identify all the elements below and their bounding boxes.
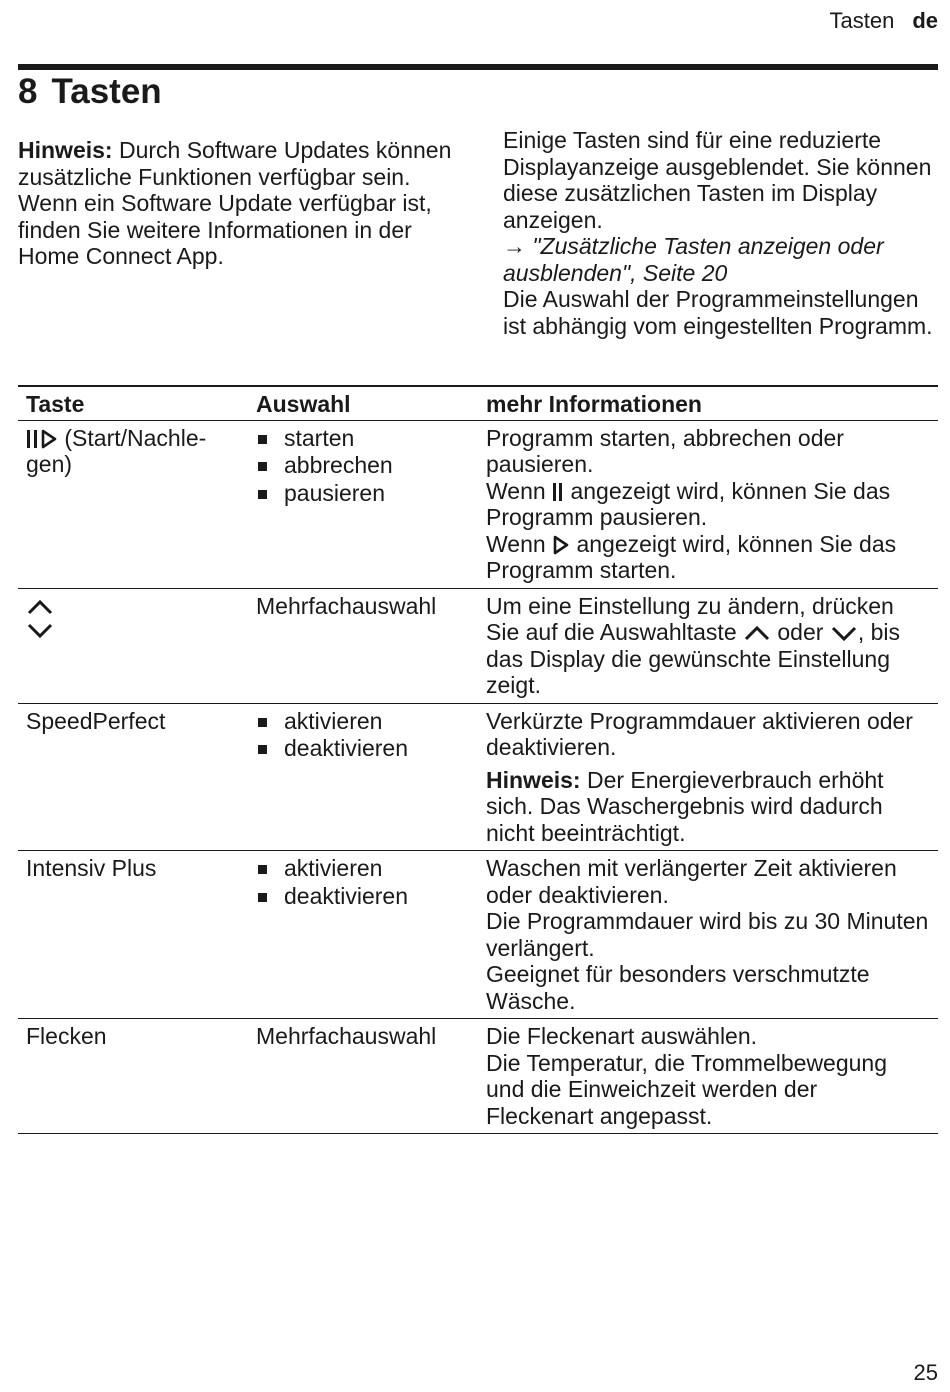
list-item: abbrechen	[256, 452, 470, 480]
play-icon	[552, 535, 570, 555]
info-fragment: angezeigt wird, können Sie das Programm starten.	[486, 530, 897, 583]
info-fragment: Wenn	[486, 477, 553, 504]
list-item: aktivieren	[256, 708, 470, 736]
options-list	[256, 855, 470, 910]
cell-auswahl: Mehrfachauswahl	[256, 1023, 437, 1049]
info-fragment: Um eine Einstellung zu ändern, drücken Sie auf die Auswahltaste	[486, 592, 894, 645]
hidden-buttons-paragraph: Einige Tasten sind für eine reduzierte Displayanzeige ausgeblendet. Sie können diese zusätzlichen Tasten im Display anzeigen.	[503, 127, 932, 233]
list-item: aktivieren	[256, 855, 470, 883]
table-row	[18, 588, 938, 703]
cell-info	[478, 420, 938, 588]
buttons-table	[18, 385, 938, 1134]
update-paragraph: Wenn ein Software Update verfügbar ist, finden Sie weitere Informationen in der Home Connect App.	[18, 190, 432, 269]
info-text	[486, 478, 930, 531]
info-text: Die Programmdauer wird bis zu 30 Minuten verlängert.	[486, 908, 929, 961]
list-item: deaktivieren	[256, 735, 470, 763]
pause-icon	[26, 429, 40, 449]
program-settings-paragraph: Die Auswahl der Programmeinstellungen ist abhängig vom eingestellten Programm.	[503, 286, 933, 339]
info-fragment: , bis das Display die gewünschte Einstellung zeigt.	[486, 619, 901, 698]
chapter-number: 8	[18, 72, 38, 111]
info-text: Programm starten, abbrechen oder pausieren.	[486, 424, 844, 477]
info-fragment: oder	[771, 619, 830, 645]
info-text: Waschen mit verlängerter Zeit aktivieren oder deaktivieren.	[486, 855, 897, 908]
cell-auswahl	[248, 703, 478, 851]
cell-taste: Flecken	[26, 1023, 107, 1049]
cell-info	[478, 703, 938, 851]
list-item: pausieren	[256, 480, 470, 508]
options-list	[256, 708, 470, 763]
chapter-heading	[18, 72, 162, 112]
list-item: starten	[256, 425, 470, 453]
cell-auswahl	[248, 420, 478, 588]
note-label: Hinweis:	[486, 766, 581, 793]
cell-taste: Intensiv Plus	[26, 855, 157, 881]
info-text: Die Temperatur, die Trommelbewegung und die Einweichzeit werden der Fleckenart angepasst.	[486, 1049, 888, 1129]
chevron-down-icon	[830, 623, 858, 643]
intro-left-column	[18, 137, 458, 270]
table-header-row	[18, 386, 938, 420]
header-auswahl: Auswahl	[256, 391, 351, 417]
pause-icon	[552, 482, 564, 502]
table-row	[18, 420, 938, 588]
info-text: Die Fleckenart auswählen.	[486, 1023, 758, 1049]
cross-reference-text: "Zusätzliche Tasten anzeigen oder ausblenden", Seite 20	[503, 233, 884, 286]
cell-auswahl	[248, 851, 478, 1019]
info-text: Verkürzte Programmdauer aktivieren oder deaktivieren.	[486, 707, 913, 760]
header-section: Tasten	[829, 8, 895, 33]
table-row	[18, 703, 938, 851]
cross-reference[interactable]	[503, 233, 939, 286]
table-row	[18, 851, 938, 1019]
info-fragment: angezeigt wird, können Sie das Programm pausieren.	[486, 477, 891, 530]
play-icon	[40, 429, 58, 449]
intro-right-column	[503, 127, 939, 339]
header-info: mehr Informationen	[486, 391, 702, 417]
header-language: de	[912, 8, 938, 33]
note-label: Hinweis:	[18, 137, 113, 163]
header-rule	[18, 64, 938, 70]
chevron-up-icon	[743, 623, 771, 643]
cell-taste	[18, 420, 248, 588]
chevron-up-icon	[26, 597, 54, 619]
info-text: Geeignet für besonders verschmutzte Wäsche.	[486, 961, 870, 1014]
running-header	[829, 8, 938, 34]
cell-taste: SpeedPerfect	[26, 707, 166, 734]
chevron-down-icon	[26, 619, 54, 641]
page-number: 25	[913, 1360, 938, 1385]
chapter-title: Tasten	[51, 72, 162, 111]
cell-info	[478, 588, 938, 703]
options-list	[256, 425, 470, 508]
note-paragraph	[486, 767, 930, 847]
info-fragment: Wenn	[486, 530, 553, 557]
note-paragraph	[18, 137, 458, 190]
cell-info	[478, 851, 938, 1019]
arrow-right-icon: →	[503, 233, 526, 259]
info-text	[486, 593, 930, 699]
info-text	[486, 531, 930, 584]
cell-taste	[18, 588, 248, 703]
note-text: Durch Software Updates können zusätzliche Funktionen verfügbar sein.	[18, 137, 452, 190]
header-taste: Taste	[26, 391, 85, 417]
cell-auswahl: Mehrfachauswahl	[256, 592, 437, 619]
cell-info	[478, 1019, 938, 1134]
table-row	[18, 1019, 938, 1134]
list-item: deaktivieren	[256, 883, 470, 911]
start-button-label: (Start/Nachlegen)	[26, 424, 207, 477]
note-text: Der Energieverbrauch erhöht sich. Das Waschergebnis wird dadurch nicht beeinträchtigt.	[486, 766, 884, 846]
